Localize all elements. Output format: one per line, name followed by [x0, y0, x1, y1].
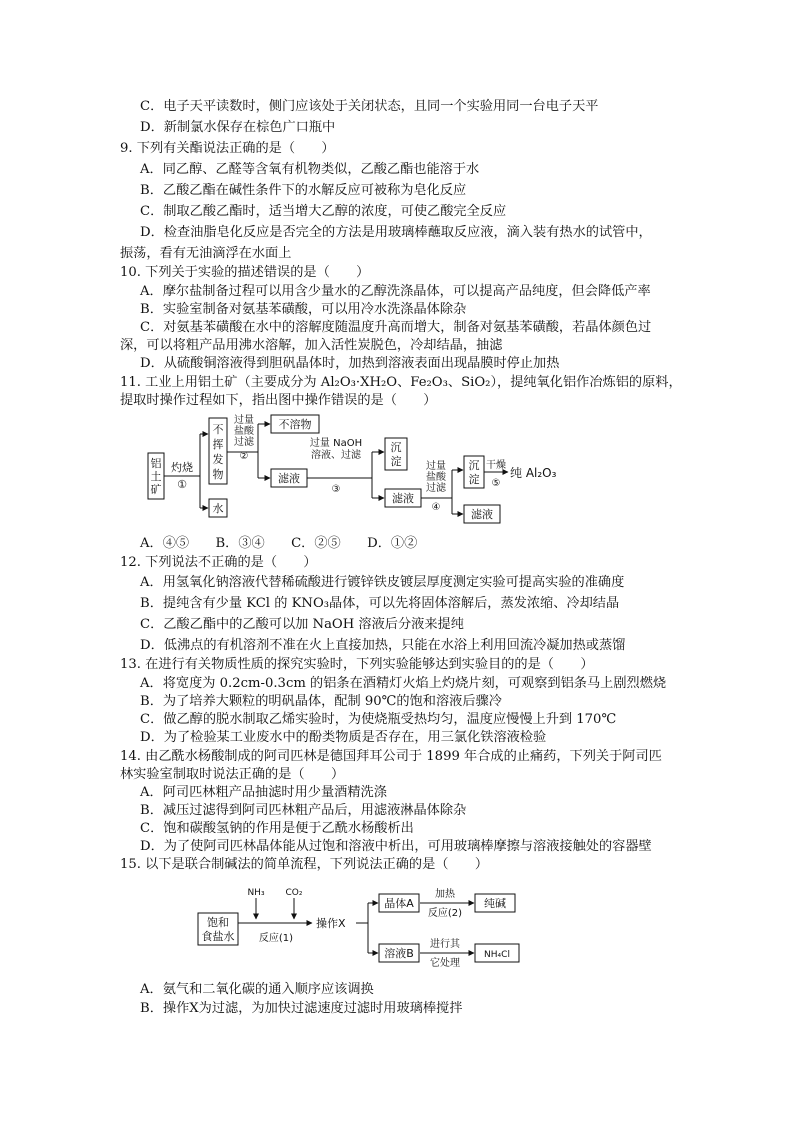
dry-label: 干燥: [486, 460, 506, 471]
q13-option-c: C．做乙醇的脱水制取乙烯实验时，为使烧瓶受热均匀，温度应慢慢上升到 170℃: [140, 712, 617, 727]
reaction2-label: 反应(2): [427, 908, 463, 919]
nonvolatile-char-4: 物: [212, 468, 224, 481]
precipitate-1-char-2: 淀: [390, 455, 402, 468]
question-10: 10. 下列关于实验的描述错误的是（ ）: [120, 265, 370, 280]
q8-option-d: D．新制氯水保存在棕色广口瓶中: [140, 120, 336, 135]
step-4-number: ④: [431, 502, 441, 513]
soda-label: 纯碱: [484, 897, 506, 910]
q10-option-c: C．对氨基苯磺酸在水中的溶解度随温度升高而增大，制备对氨基苯磺酸，若晶体颜色过: [140, 320, 652, 335]
pure-alumina-label: 纯 Al₂O₃: [510, 466, 557, 480]
q10-option-c-cont: 深，可以将粗产品用沸水溶解，加入活性炭脱色，冷却结晶，抽滤: [120, 338, 503, 353]
step-3-number: ③: [331, 484, 341, 495]
q8-option-c: C．电子天平读数时，侧门应该处于关闭状态，且同一个实验用同一台电子天平: [140, 99, 599, 114]
acid-label-3: 过滤: [234, 437, 254, 448]
naoh-label-1: 过量 NaOH: [309, 438, 363, 449]
ore-char-3: 矿: [150, 483, 162, 496]
q14-option-d: D．为了使阿司匹林晶体能从过饱和溶液中析出，可用玻璃棒摩擦与溶液接触处的容器壁: [140, 839, 652, 854]
soda-process-diagram: [196, 885, 526, 971]
filtrate-label-1: 滤液: [278, 472, 300, 485]
precipitate-1-char-1: 沉: [390, 441, 402, 454]
q15-option-a: A．氨气和二氧化碳的通入顺序应该调换: [140, 982, 374, 997]
filtrate-label-2: 滤液: [392, 492, 414, 505]
other-label-2: 它处理: [430, 958, 460, 969]
ore-char-2: 土: [150, 470, 162, 483]
heat-label: 加热: [435, 889, 455, 900]
q13-option-d: D．为了检验某工业废水中的酚类物质是否存在，用三氯化铁溶液检验: [140, 730, 547, 745]
q12-option-b: B．提纯含有少量 KCl 的 KNO₃晶体，可以先将固体溶解后，蒸发浓缩、冷却结晶: [140, 596, 620, 611]
q15-option-b: B．操作X为过滤，为加快过滤速度过滤时用玻璃棒搅拌: [140, 1001, 463, 1016]
nonvolatile-char-1: 不: [212, 423, 224, 436]
q9-option-d-cont: 振荡，看有无油滴浮在水面上: [120, 246, 292, 261]
alumina-flow-diagram: [140, 412, 600, 524]
q9-option-c: C．制取乙酸乙酯时，适当增大乙醇的浓度，可使乙酸完全反应: [140, 204, 507, 219]
q12-option-d: D．低沸点的有机溶剂不准在火上直接加热，只能在水浴上利用回流冷凝加热或蒸馏: [140, 638, 626, 653]
q9-option-b: B．乙酸乙酯在碱性条件下的水解反应可被称为皂化反应: [140, 183, 467, 198]
acid2-label-3: 过滤: [426, 483, 446, 494]
q10-option-d: D．从硫酸铜溶液得到胆矾晶体时，加热到溶液表面出现晶膜时停止加热: [140, 356, 560, 371]
precipitate-2-char-1: 沉: [468, 459, 480, 472]
q14-option-b: B．减压过滤得到阿司匹林粗产品后，用滤液淋晶体除杂: [140, 803, 467, 818]
step-1-number: ①: [177, 478, 187, 491]
acid2-label-1: 过量: [426, 461, 446, 472]
question-11-cont: 提取时操作过程如下，指出图中操作错误的是（ ）: [120, 393, 437, 408]
question-14-cont: 林实验室制取时说法正确的是（ ）: [120, 767, 345, 782]
q12-option-c: C．乙酸乙酯中的乙酸可以加 NaOH 溶液后分液来提纯: [140, 617, 464, 632]
nh4cl-label: NH₄Cl: [484, 950, 510, 960]
question-11: 11. 工业上用铝土矿（主要成分为 Al₂O₃·XH₂O、Fe₂O₃、SiO₂），提纯氧化铝作冶炼铝的原料，: [120, 375, 682, 390]
brine-label-2: 食盐水: [201, 930, 235, 943]
q9-option-a: A．同乙醇、乙醛等含氧有机物类似，乙酸乙酯也能溶于水: [140, 162, 480, 177]
water-label: 水: [212, 502, 224, 515]
question-9: 9. 下列有关酯说法正确的是（ ）: [120, 141, 335, 156]
brine-label-1: 饱和: [207, 916, 229, 929]
q10-option-a: A．摩尔盐制备过程可以用含少量水的乙醇洗涤晶体，可以提高产品纯度，但会降低产率: [140, 284, 651, 299]
q14-option-a: A．阿司匹林粗产品抽滤时用少量酒精洗涤: [140, 785, 387, 800]
nh3-label: NH₃: [247, 888, 265, 898]
question-12: 12. 下列说法不正确的是（ ）: [120, 555, 317, 570]
q11-options: A．④⑤ B．③④ C．②⑤ D．①②: [140, 536, 418, 551]
precipitate-2-char-2: 淀: [468, 473, 480, 486]
acid2-label-2: 盐酸: [426, 472, 446, 483]
q13-option-a: A．将宽度为 0.2cm-0.3cm 的铝条在酒精灯火焰上灼烧片刻，可观察到铝条马上剧烈燃烧: [140, 676, 667, 691]
acid-label-2: 盐酸: [234, 426, 254, 437]
solution-b-label: 溶液B: [384, 947, 414, 960]
nonvolatile-char-3: 发: [212, 453, 224, 466]
step-2-number: ②: [239, 451, 249, 462]
insoluble-label: 不溶物: [278, 418, 312, 431]
crystal-a-label: 晶体A: [384, 897, 414, 910]
q14-option-c: C．饱和碳酸氢钠的作用是便于乙酰水杨酸析出: [140, 821, 414, 836]
q13-option-b: B．为了培养大颗粒的明矾晶体，配制 90℃的饱和溶液后骤冷: [140, 694, 502, 709]
naoh-label-2: 溶液、过滤: [311, 450, 361, 461]
co2-label: CO₂: [285, 888, 303, 898]
q9-option-d: D．检查油脂皂化反应是否完全的方法是用玻璃棒蘸取反应液，滴入装有热水的试管中，: [140, 225, 652, 240]
ore-char-1: 铝: [150, 457, 162, 470]
operation-x-label: 操作X: [316, 917, 346, 930]
other-label-1: 进行其: [430, 939, 460, 950]
q10-option-b: B．实验室制备对氨基苯磺酸，可以用冷水洗涤晶体除杂: [140, 302, 467, 317]
reaction1-label: 反应(1): [258, 933, 294, 944]
acid-label-1: 过量: [234, 415, 254, 426]
step-5-number: ⑤: [491, 478, 501, 489]
question-15: 15. 以下是联合制碱法的简单流程，下列说法正确的是（ ）: [120, 857, 489, 872]
q12-option-a: A．用氢氧化钠溶液代替稀硫酸进行镀锌铁皮镀层厚度测定实验可提高实验的准确度: [140, 575, 625, 590]
nonvolatile-char-2: 挥: [212, 438, 224, 451]
question-14: 14. 由乙酰水杨酸制成的阿司匹林是德国拜耳公司于 1899 年合成的止痛药，下列关于阿司匹: [120, 749, 662, 764]
question-13: 13. 在进行有关物质性质的探究实验时，下列实验能够达到实验目的的是（ ）: [120, 657, 594, 672]
filtrate-label-3: 滤液: [471, 508, 493, 521]
calcine-label: 灼烧: [171, 461, 193, 474]
